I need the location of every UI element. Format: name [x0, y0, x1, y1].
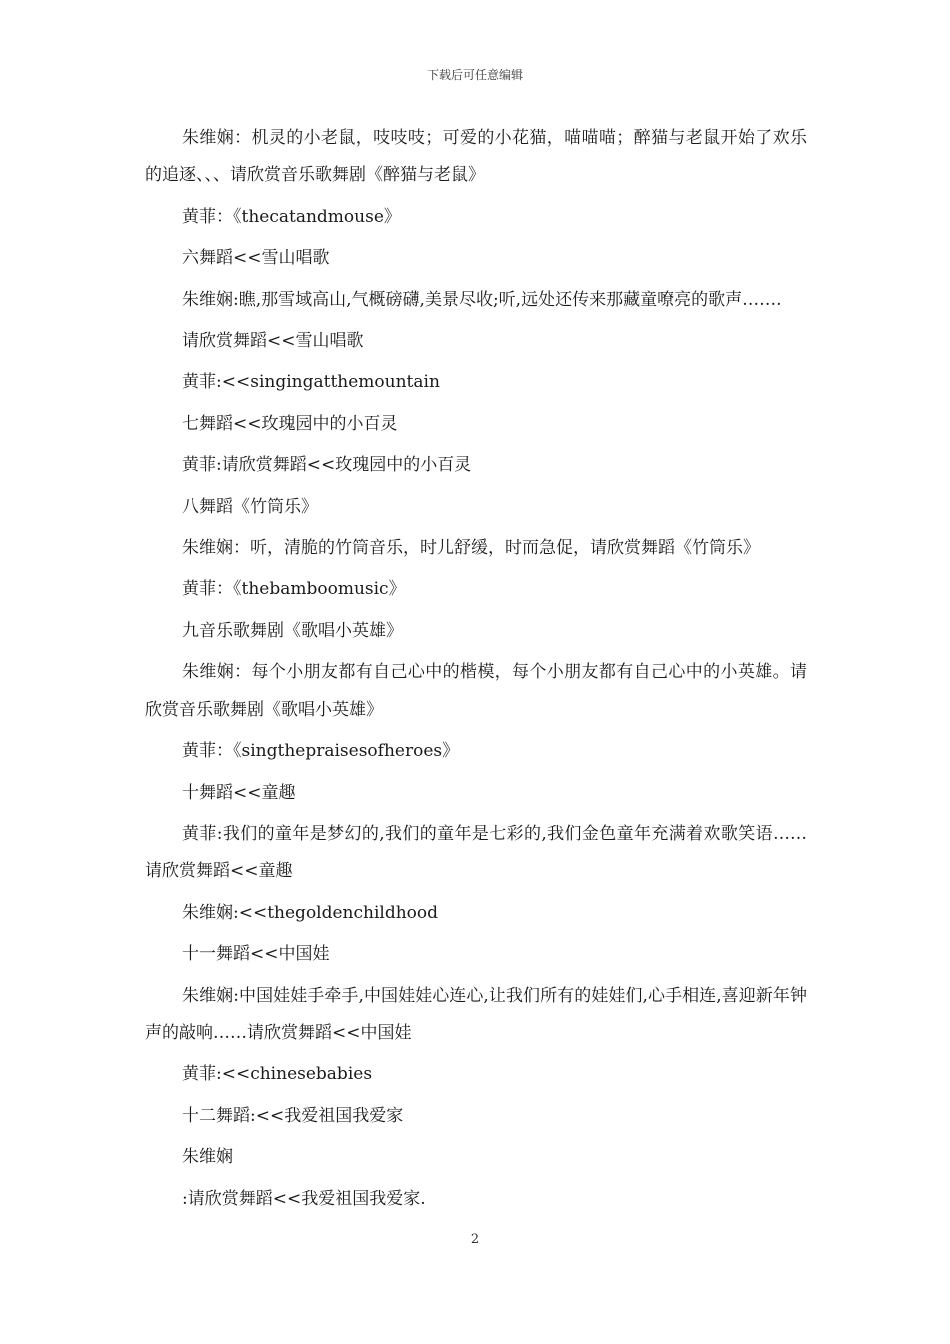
paragraph: 黄菲：《thecatandmouse》	[182, 206, 401, 227]
paragraph: 朱维娴	[182, 1147, 233, 1168]
paragraph: 七舞蹈<<玫瑰园中的小百灵	[182, 413, 398, 434]
paragraph: 黄菲:我们的童年是梦幻的,我们的童年是七彩的,我们金色童年充满着欢歌笑语……请欣赏舞蹈<<童趣	[145, 823, 807, 882]
document-body	[145, 120, 807, 1222]
paragraph: 朱维娴：每个小朋友都有自己心中的楷模，每个小朋友都有自己心中的小英雄。请欣赏音乐歌舞剧《歌唱小英雄》	[145, 662, 807, 720]
paragraph: 朱维娴：机灵的小老鼠，吱吱吱；可爱的小花猫，喵喵喵；醉猫与老鼠开始了欢乐的追逐、、、请欣赏音乐歌舞剧《醉猫与老鼠》	[145, 128, 807, 186]
page-number: 2	[470, 1232, 480, 1247]
page-header: 下载后可任意编辑	[426, 68, 523, 82]
paragraph: 十舞蹈<<童趣	[182, 782, 296, 803]
paragraph: 请欣赏舞蹈<<雪山唱歌	[182, 331, 364, 352]
paragraph: 朱维娴：听，清脆的竹筒音乐，时儿舒缓，时而急促，请欣赏舞蹈《竹筒乐》	[182, 538, 760, 559]
paragraph: :请欣赏舞蹈<<我爱祖国我爱家.	[182, 1188, 426, 1209]
paragraph: 八舞蹈《竹筒乐》	[182, 496, 318, 517]
paragraph: 六舞蹈<<雪山唱歌	[182, 248, 330, 269]
paragraph: 十一舞蹈<<中国娃	[182, 944, 330, 965]
paragraph: 黄菲：《thebamboomusic》	[182, 579, 406, 600]
paragraph: 朱维娴:中国娃娃手牵手,中国娃娃心连心,让我们所有的娃娃们,心手相连,喜迎新年钟声的敲响……请欣赏舞蹈<<中国娃	[145, 985, 807, 1043]
paragraph: 朱维娴:瞧,那雪域高山,气概磅礴,美景尽收;听,远处还传来那藏童嘹亮的歌声…….	[182, 289, 782, 310]
paragraph: 黄菲:<<chinesebabies	[182, 1064, 373, 1085]
paragraph: 黄菲:<<singingatthemountain	[182, 372, 440, 393]
paragraph: 黄菲:请欣赏舞蹈<<玫瑰园中的小百灵	[182, 455, 472, 476]
paragraph: 朱维娴:<<thegoldenchildhood	[182, 902, 439, 923]
paragraph: 九音乐歌舞剧《歌唱小英雄》	[182, 620, 403, 641]
paragraph: 十二舞蹈:<<我爱祖国我爱家	[182, 1105, 404, 1126]
paragraph: 黄菲：《singthepraisesofheroes》	[182, 741, 460, 762]
